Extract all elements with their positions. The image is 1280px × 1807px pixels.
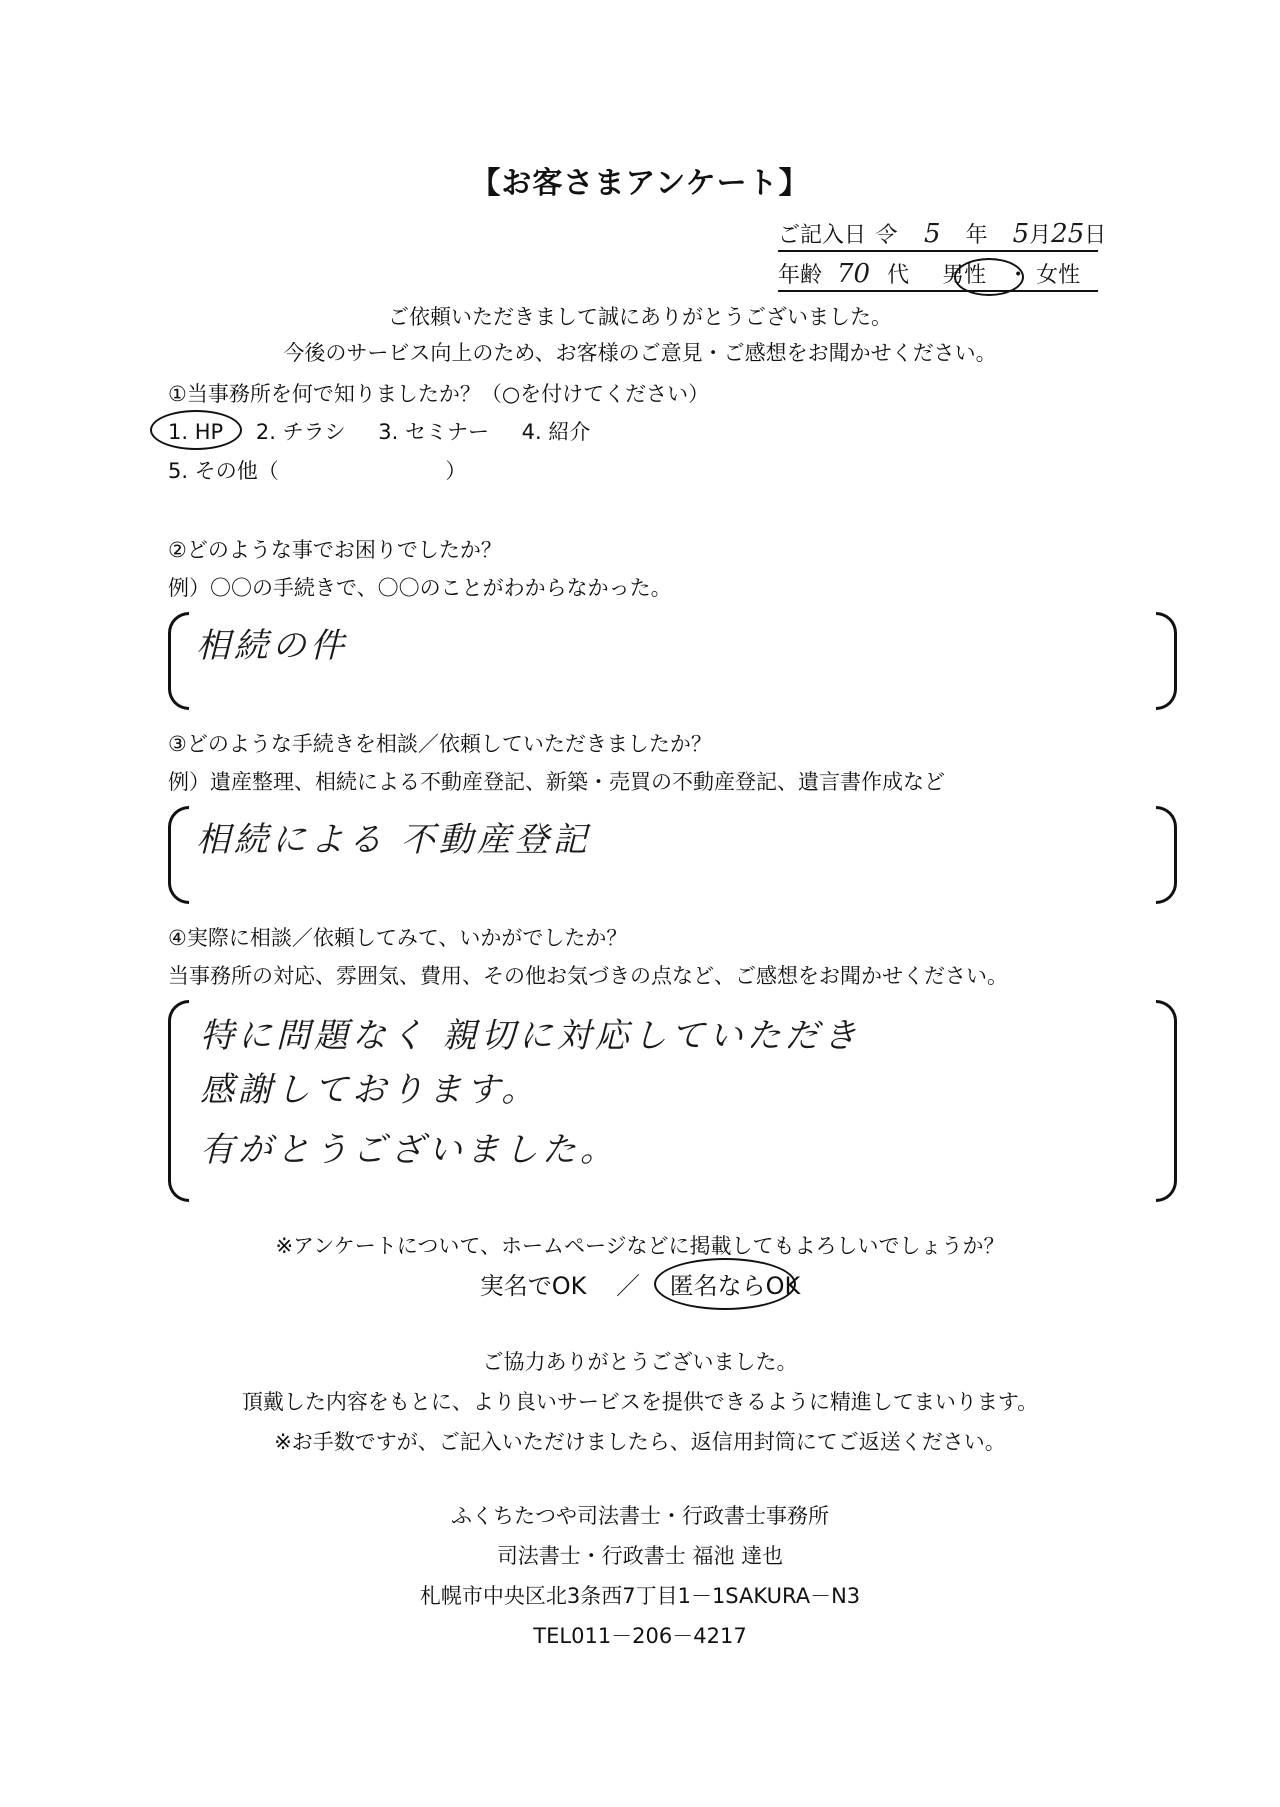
q3-answer: 相続による 不動産登記 <box>196 820 591 860</box>
entry-year-unit: 年 <box>965 223 988 248</box>
age-value: 70 <box>837 259 871 289</box>
q1-option-seminar: 3. セミナー <box>378 420 489 444</box>
entry-date-row <box>778 218 1107 252</box>
gender-female: 女性 <box>1036 263 1081 288</box>
q1-other <box>168 455 466 485</box>
entry-era: 令 <box>873 223 896 248</box>
entry-year: 5 <box>924 219 941 249</box>
age-label: 年齢 <box>778 263 823 288</box>
age-unit: 代 <box>887 263 910 288</box>
q1-option-flyer: 2. チラシ <box>255 420 346 444</box>
q4-example: 当事務所の対応、雰囲気、費用、その他お気づきの点など、ご感想をお聞かせください。 <box>168 964 1008 988</box>
page-title: 【お客さまアンケート】 <box>470 166 810 201</box>
office-name: ふくちたつや司法書士・行政書士事務所 <box>451 1504 829 1528</box>
entry-date-label: ご記入日 <box>778 223 867 248</box>
q2-example: 例）〇〇の手続きで、〇〇のことがわからなかった。 <box>168 576 672 600</box>
closing-line-2: 頂戴した内容をもとに、より良いサービスを提供できるように精進してまいります。 <box>241 1390 1039 1414</box>
publish-option-real-name: 実名でOK <box>479 1272 587 1300</box>
q3-question: ③どのような手続きを相談／依頼していただきましたか？ <box>168 732 712 756</box>
q2-question: ②どのような事でお困りでしたか？ <box>168 538 502 562</box>
q2-answer: 相続の件 <box>196 626 348 666</box>
office-address: 札幌市中央区北3条西7丁目1－1SAKURA－N3 <box>419 1584 861 1608</box>
gender-male: 男性 <box>942 263 987 288</box>
publish-question: ※アンケートについて、ホームページなどに掲載してもよろしいでしょうか？ <box>275 1234 1005 1258</box>
entry-day-unit: 日 <box>1084 223 1107 248</box>
q1-option-referral: 4. 紹介 <box>521 420 591 444</box>
gender-selection-mark <box>954 258 1024 296</box>
q4-bracket-left <box>168 1000 189 1202</box>
q4-answer-line-2: 感謝しております。 <box>200 1070 540 1110</box>
gender-separator: ・ <box>1007 263 1030 288</box>
publish-option-anonymous: 匿名ならOK <box>669 1272 801 1300</box>
q1-selection-mark <box>150 410 242 450</box>
q2-bracket-right <box>1156 612 1177 710</box>
q1-question: ①当事務所を何で知りましたか？（○を付けてください） <box>168 382 710 406</box>
q2-bracket-left <box>168 612 189 710</box>
q1-other-close: ） <box>445 459 467 483</box>
q3-bracket-right <box>1156 806 1177 904</box>
publish-option-separator: ／ <box>616 1272 640 1300</box>
intro-line-1: ご依頼いただきまして誠にありがとうございました。 <box>388 305 892 329</box>
age-row <box>778 258 1098 292</box>
entry-month-unit: 月 <box>1029 223 1052 248</box>
q4-answer-line-3: 有がとうございました。 <box>200 1130 618 1170</box>
q4-answer-line-1: 特に問題なく 親切に対応していただき <box>200 1016 861 1056</box>
publish-selection-mark <box>654 1258 796 1310</box>
office-tel: TEL011－206－4217 <box>533 1624 747 1648</box>
closing-line-3: ※お手数ですが、ご記入いただけましたら、返信用封筒にてご返送ください。 <box>274 1430 1006 1454</box>
q1-other-label: 5. その他（ <box>168 459 279 483</box>
entry-month: 5 <box>1012 219 1030 249</box>
closing-line-1: ご協力ありがとうございました。 <box>482 1350 798 1374</box>
publish-options <box>0 1266 1280 1301</box>
q4-question: ④実際に相談／依頼してみて、いかがでしたか？ <box>168 926 628 950</box>
entry-day: 25 <box>1051 219 1085 249</box>
q4-bracket-right <box>1156 1000 1177 1202</box>
office-representative: 司法書士・行政書士 福池 達也 <box>496 1544 784 1568</box>
q1-option-hp: 1. HP <box>168 420 224 444</box>
intro-line-2: 今後のサービス向上のため、お客様のご意見・ご感想をお聞かせください。 <box>283 341 997 365</box>
q3-example: 例）遺産整理、相続による不動産登記、新築・売買の不動産登記、遺言書作成など <box>168 770 945 794</box>
q3-bracket-left <box>168 806 189 904</box>
